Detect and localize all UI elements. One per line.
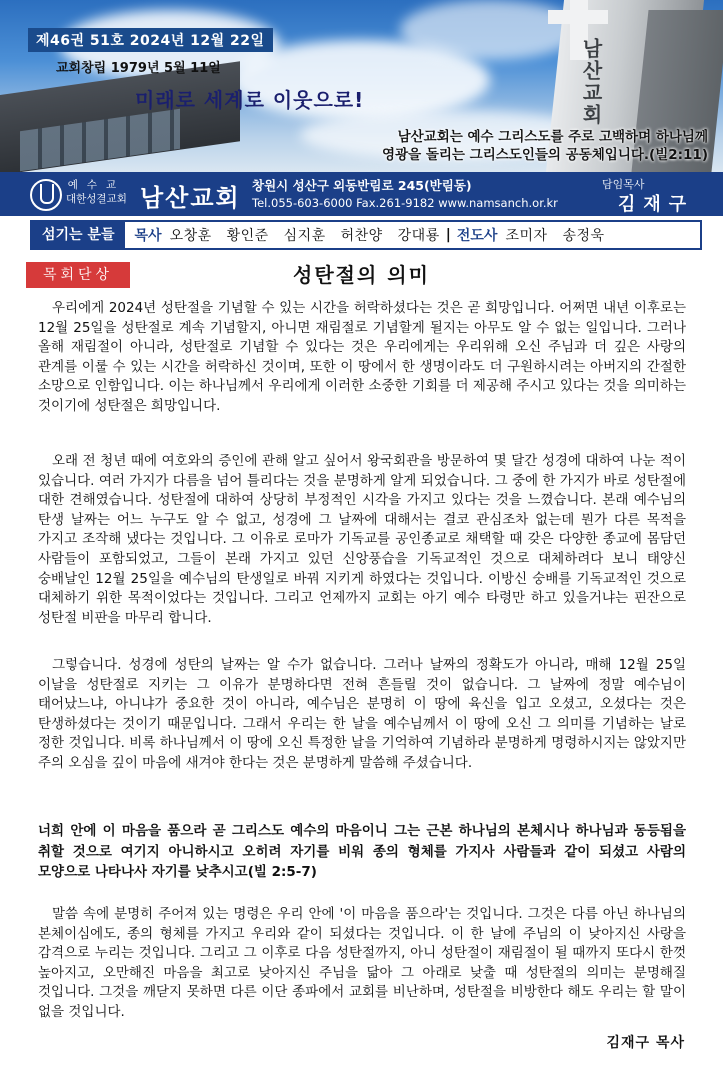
denomination-line2: 대한성결교회 — [66, 193, 127, 205]
paragraph-3: 그렇습니다. 성경에 성탄의 날짜는 알 수가 없습니다. 그러나 날짜의 정확도가 아니라, 매해 12월 25일 이날을 성탄절로 지키는 그 이유가 분명하다면 전혀 흔들릴 것이 없습니다. 그 날짜에 정말 예수님이 태어났느냐, 아니냐가 중요한 것이 아니라, 예수님은 분명히 이 땅에 육신을 입고 오셨고, 오셨다는 것은 탄생하셨다는 것이기 때문입니다. 그래서 우리는 한 날을 예수님께서 이 땅에 오신 그 의미를 기념하는 날로 정한 것입니다. 비록 하나님께서 이 땅에 오신 특정한 날을 기억하여 기념하라 분명하게 명령하시지는 않았지만 주의 오심을 깊이 마음에 새겨야 한다는 것은 분명하게 말씀해 주셨습니다. — [38, 657, 686, 771]
pastor-title: 담임목사 — [602, 178, 645, 191]
mission-verse — [368, 128, 708, 164]
church-cross-logo-icon — [30, 179, 62, 211]
staff-role-evangelist: 전도사 — [456, 228, 498, 244]
staff-separator: | — [445, 227, 451, 243]
article-title: 성탄절의 의미 — [293, 263, 430, 287]
founded-date: 교회창립 1979년 5월 11일 — [56, 61, 221, 76]
staff-evangelist-names: 조미자 송정욱 — [505, 228, 605, 244]
paragraph-2: 오래 전 청년 때에 여호와의 증인에 관해 알고 싶어서 왕국회관을 방문하여 몇 달간 성경에 대하여 나눈 적이 있습니다. 여러 가지가 다름을 넘어 틀리다는 것을 분명하게 알게 되었습니다. 그 중에 한 가지가 바로 성탄절에 대한 견해였습니다. 성탄절에 대하여 상당히 부정적인 시각을 가지고 있다는 것을 느꼈습니다. 본래 예수님의 탄생 날짜는 어느 누구도 알 수 없고, 성경에 그 날짜에 대해서는 결코 관심조차 없는데 뭔가 다른 목적을 가지고 조작해 냈다는 것입니다. 그 이유로 로마가 기독교를 공인종교로 채택할 때 갖은 다양한 종교에 몸담던 사람들이 포함되었고, 그들이 본래 가지고 있던 신앙풍습을 기독교적인 것으로 대체하려다 보니 태양신 숭배날인 12월 25일을 예수님의 탄생일로 바꿔 지키게 하였다는 것입니다. 이방신 숭배를 기독교적인 것으로 대체하기 위한 목적이었다는 것입니다. 그리고 언제까지 교회는 아기 예수 타령만 하고 있을거냐는 핀잔으로 성탄절 비판을 마무리 합니다. — [38, 453, 686, 626]
slogan: 미래로 세계로 이웃으로! — [135, 88, 365, 112]
paragraph-1: 우리에게 2024년 성탄절을 기념할 수 있는 시간을 허락하셨다는 것은 곧 희망입니다. 어쩌면 내년 이후로는 12월 25일을 성탄절로 계속 기념할지, 아니면 재림절로 기념할게 될지는 아무도 알 수 없는 일입니다. 그러나 올해 재림절이 아니라, 성탄절로 기념할 수 있다는 것은 우리에게는 우리위해 오신 주님과 더 깊은 사랑의 관계를 이룰 수 있는 시간을 허락하신 것이며, 또한 이 땅에서 한 생명이라도 더 구원하시려는 아버지의 간절한 소망으로 인함입니다. 이는 하나님께서 우리에게 이러한 소중한 기회를 더 제공해 주시고 있다는 것을 의미하는 것이기에 성탄절은 희망입니다. — [38, 300, 686, 414]
church-name: 남산교회 — [140, 184, 241, 212]
denomination — [66, 178, 127, 206]
mission-verse-line2: 영광을 돌리는 그리스도인들의 공동체입니다.(빌2:11) — [382, 147, 708, 163]
section-tag: 목회단상 — [26, 262, 130, 288]
church-contact: Tel.055-603-6000 Fax.261-9182 www.namsanch.or.kr — [252, 196, 558, 210]
staff-label: 섬기는 분들 — [32, 222, 125, 248]
church-address: 창원시 성산구 외동반림로 245(반림동) — [252, 178, 472, 193]
pastor-name: 김재구 — [618, 194, 695, 215]
author-signature: 김재구 목사 — [606, 1035, 685, 1051]
scripture-quote: 너희 안에 이 마음을 품으라 곧 그리스도 예수의 마음이니 그는 근본 하나님의 본체시나 하나님과 동등됨을 취할 것으로 여기지 아니하시고 오히려 자기를 비워 종의 형체를 가지사 사람들과 같이 되셨고 사람의 모양으로 나타나사 자기를 낮추시고(빌 2:5-7) — [38, 823, 686, 880]
denomination-line1: 예수교 — [67, 179, 126, 191]
mission-verse-line1: 남산교회는 예수 그리스도를 주로 고백하며 하나님께 — [397, 129, 708, 145]
staff-bar — [30, 220, 702, 250]
paragraph-4: 말씀 속에 분명히 주어져 있는 명령은 우리 안에 '이 마음을 품으라'는 것입니다. 그것은 다름 아닌 하나님의 본체이심에도, 종의 형체를 가지고 우리와 같이 되셨다는 것입니다. 이 한 날에 주님의 이 낮아지신 사랑을 감격으로 누리는 것입니다. 그리고 그 이후로 다음 성탄절까지, 아니 성탄절이 재림절이 될 때까지 또다시 한껏 높아지고, 오만해진 마음을 최고로 낮아지신 주님을 닮아 그 아래로 낮출 때 성탄절의 의미는 분명해질 것입니다. 그것을 깨닫지 못하면 다른 이단 종파에서 교회를 비난하며, 성탄절을 비방한다 해도 우리는 할 말이 없을 것입니다. — [38, 906, 686, 1020]
cross-arm — [548, 10, 608, 24]
issue-info: 제46권 51호 2024년 12월 22일 — [28, 28, 273, 52]
cloud — [400, 0, 580, 60]
staff-pastor-names: 오창훈 황인준 심지훈 허찬양 강대룡 — [169, 228, 440, 244]
tower-lettering: 남산교회 — [579, 38, 603, 126]
staff-role-pastor: 목사 — [134, 228, 162, 244]
